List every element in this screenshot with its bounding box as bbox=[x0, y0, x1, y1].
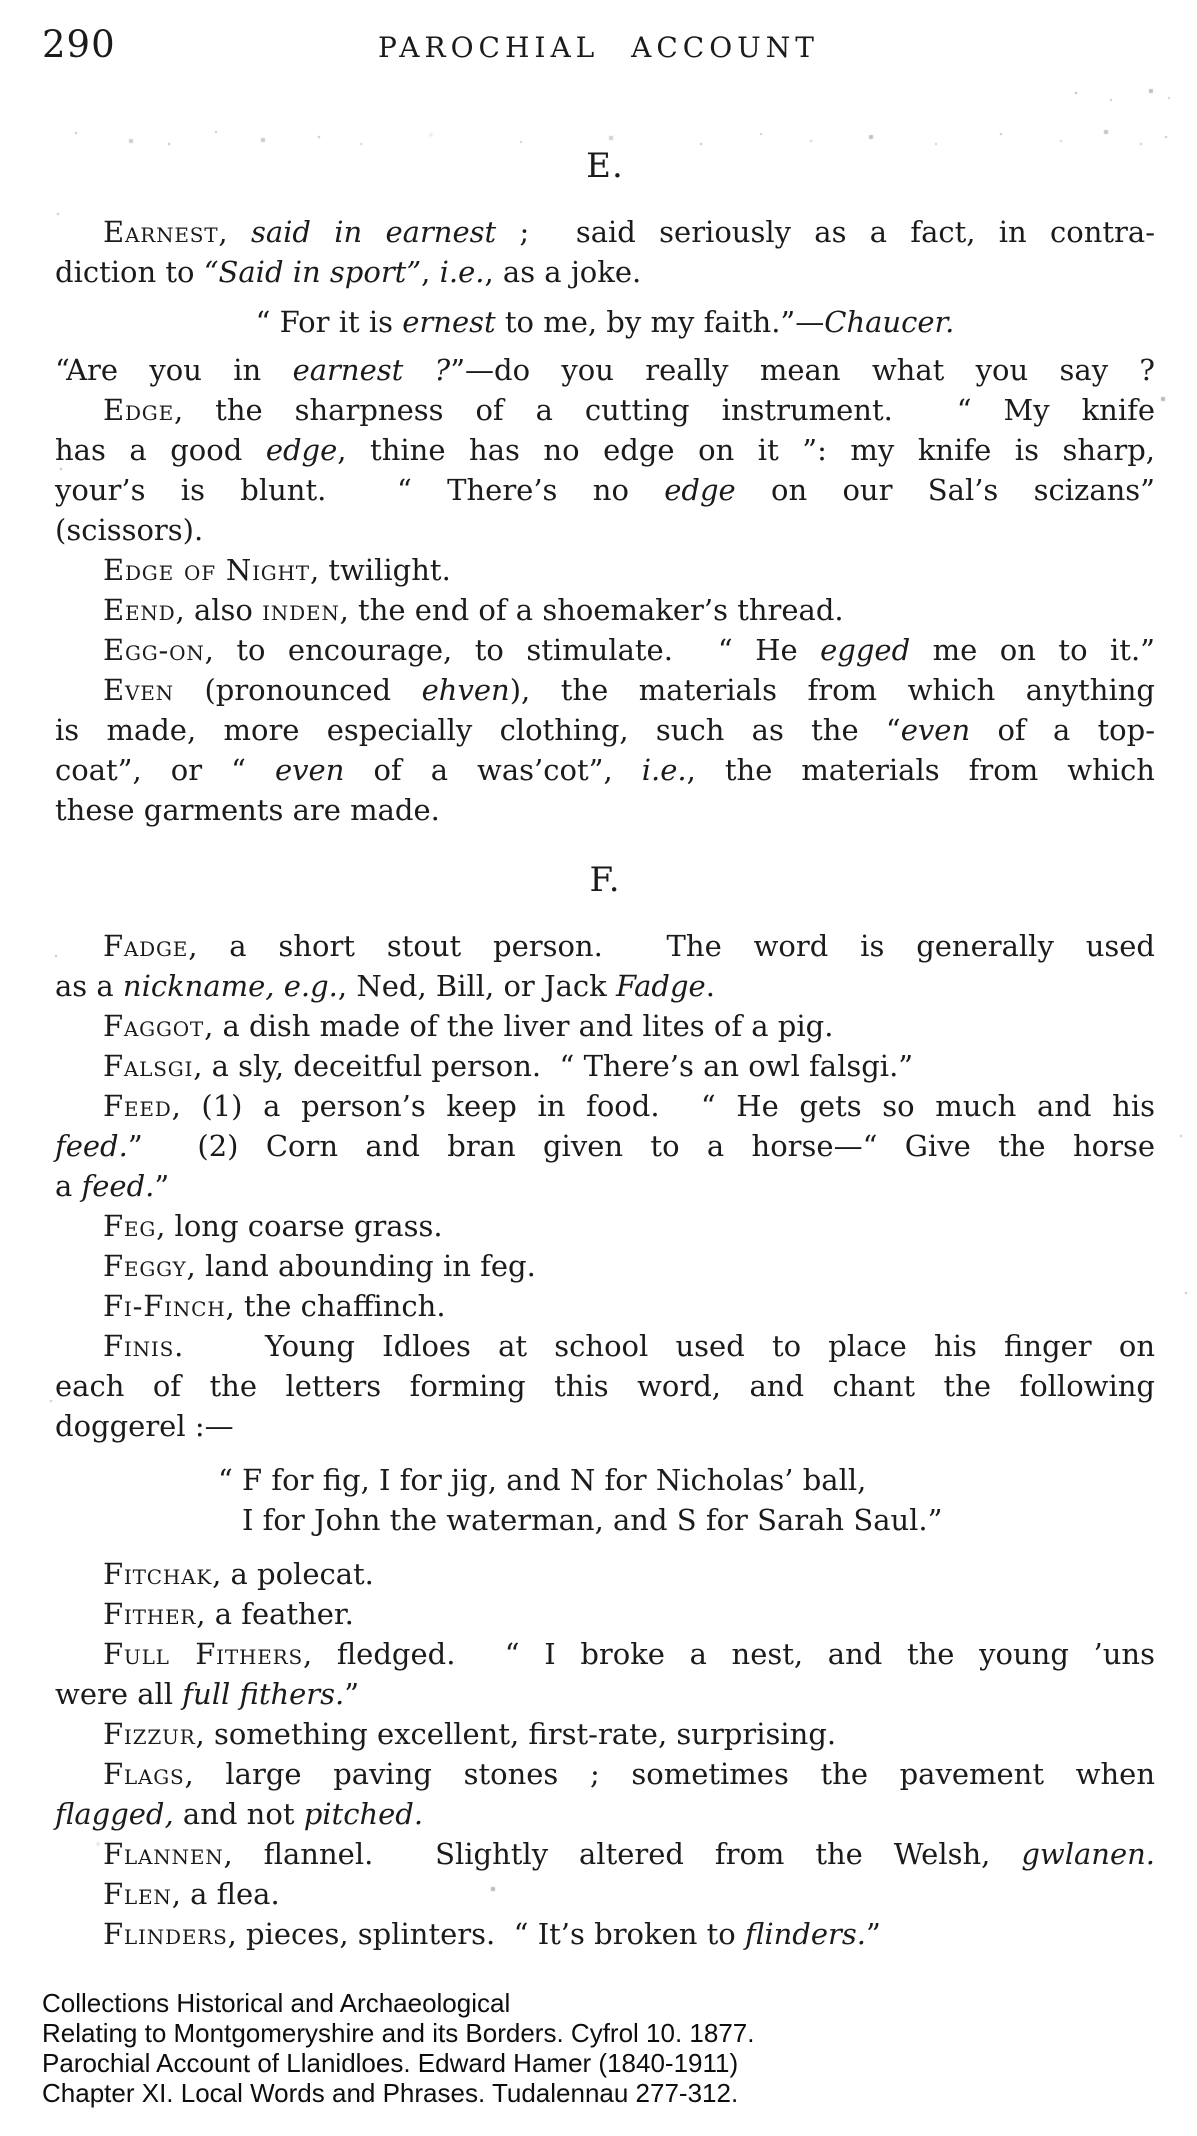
text-line bbox=[55, 1754, 1155, 1794]
text-line bbox=[55, 1594, 1155, 1634]
caption-line: Collections Historical and Archaeological bbox=[42, 1988, 511, 2018]
italic-run: flinders. bbox=[744, 1917, 866, 1951]
text-line bbox=[55, 1246, 1155, 1286]
headword: Edge bbox=[103, 393, 174, 427]
section-e bbox=[55, 146, 1155, 830]
roman-run: were all bbox=[55, 1677, 183, 1711]
headword: Faggot bbox=[103, 1009, 205, 1043]
roman-run: , a flea. bbox=[171, 1877, 280, 1911]
roman-run: , a feather. bbox=[196, 1597, 354, 1631]
text-line bbox=[55, 510, 1155, 550]
text-line bbox=[55, 550, 1155, 590]
text-line bbox=[55, 1914, 1155, 1954]
text-line bbox=[55, 302, 1155, 342]
headword: inden bbox=[262, 593, 340, 627]
source-caption bbox=[42, 1988, 754, 2108]
italic-run: gwlanen. bbox=[1021, 1837, 1155, 1871]
italic-run: earnest ? bbox=[292, 353, 451, 387]
text-line bbox=[55, 1834, 1155, 1874]
headword: Eend bbox=[103, 593, 176, 627]
roman-run: I for John the waterman, and S for Sarah Saul.” bbox=[242, 1503, 943, 1537]
roman-run: of a top- bbox=[970, 713, 1155, 747]
roman-run: , also bbox=[175, 593, 263, 627]
roman-run: , flannel. Slightly altered from the Welsh, bbox=[223, 1837, 1022, 1871]
text-line bbox=[55, 1874, 1155, 1914]
roman-run: as a bbox=[55, 969, 123, 1003]
caption-line: Relating to Montgomeryshire and its Borders. Cyfrol 10. 1877. bbox=[42, 2018, 755, 2048]
headword: Feed bbox=[103, 1089, 172, 1123]
text-line bbox=[55, 212, 1155, 252]
text-line bbox=[55, 710, 1155, 750]
roman-run: me on to it.” bbox=[910, 633, 1155, 667]
text-line bbox=[55, 1086, 1155, 1126]
italic-run: feed. bbox=[55, 1129, 128, 1163]
italic-run: pitched. bbox=[303, 1797, 424, 1831]
italic-run: “Said in sport” bbox=[203, 255, 422, 289]
roman-run: , the sharpness of a cutting instrument. “ My knife bbox=[173, 393, 1155, 427]
roman-run: each of the letters forming this word, and chant the following bbox=[55, 1369, 1155, 1403]
text-line bbox=[55, 1366, 1155, 1406]
roman-run: , large paving stones ; sometimes the pavement when bbox=[184, 1757, 1155, 1791]
roman-run: , thine has no edge on it ”: my knife is sharp, bbox=[337, 433, 1155, 467]
section-heading: E. bbox=[586, 146, 624, 186]
text-line bbox=[55, 750, 1155, 790]
text-line bbox=[55, 1046, 1155, 1086]
italic-run: edge bbox=[265, 433, 338, 467]
text-line bbox=[55, 1166, 1155, 1206]
text-line bbox=[55, 966, 1155, 1006]
italic-run: said in earnest bbox=[250, 215, 497, 249]
text-line bbox=[55, 926, 1155, 966]
italic-run: even bbox=[275, 753, 345, 787]
roman-run: doggerel :— bbox=[55, 1409, 234, 1443]
text-line bbox=[55, 1460, 1155, 1500]
scan-noise bbox=[0, 0, 2, 2]
italic-run: edge bbox=[664, 473, 736, 507]
text-line bbox=[55, 390, 1155, 430]
roman-run: , Ned, Bill, or Jack bbox=[337, 969, 616, 1003]
roman-run: is made, more especially clothing, such as the “ bbox=[55, 713, 901, 747]
headword: Egg-on bbox=[103, 633, 205, 667]
text-line bbox=[55, 670, 1155, 710]
headword: Finis bbox=[103, 1329, 175, 1363]
running-header: PAROCHIAL ACCOUNT bbox=[378, 31, 819, 64]
caption-line: Chapter XI. Local Words and Phrases. Tudalennau 277-312. bbox=[42, 2078, 739, 2108]
roman-run: , the materials from which bbox=[686, 753, 1155, 787]
roman-run: , the end of a shoemaker’s thread. bbox=[339, 593, 844, 627]
roman-run: , something excellent, first-rate, surprising. bbox=[195, 1717, 837, 1751]
roman-run: “ For it is bbox=[255, 305, 403, 339]
text-line bbox=[55, 1206, 1155, 1246]
text-line bbox=[55, 1406, 1155, 1446]
text-line bbox=[55, 470, 1155, 510]
text-line bbox=[55, 790, 1155, 830]
text-line bbox=[55, 252, 1155, 292]
headword: Flags bbox=[103, 1757, 185, 1791]
page-number: 290 bbox=[42, 23, 116, 66]
roman-run: your’s is blunt. “ There’s no bbox=[55, 473, 665, 507]
roman-run: , (1) a person’s keep in food. “ He gets so much and his bbox=[171, 1089, 1155, 1123]
headword: Fither bbox=[103, 1597, 197, 1631]
text-line bbox=[55, 1554, 1155, 1594]
italic-run: full fithers. bbox=[182, 1677, 345, 1711]
section-heading: F. bbox=[589, 860, 621, 900]
roman-run: of a was’cot”, bbox=[344, 753, 642, 787]
text-line bbox=[55, 1326, 1155, 1366]
text-line bbox=[55, 1634, 1155, 1674]
roman-run: to me, by my faith.”— bbox=[495, 305, 825, 339]
headword: Falsgi bbox=[103, 1049, 194, 1083]
dictionary-text bbox=[55, 146, 1155, 1954]
roman-run: ), the materials from which anything bbox=[509, 673, 1155, 707]
roman-run: ” bbox=[344, 1677, 360, 1711]
headword: Fizzur bbox=[103, 1717, 196, 1751]
italic-run: Chaucer. bbox=[824, 305, 955, 339]
roman-run: has a good bbox=[55, 433, 266, 467]
roman-run: , pieces, splinters. “ It’s broken to bbox=[227, 1917, 745, 1951]
italic-run: Fadge bbox=[615, 969, 706, 1003]
text-line bbox=[55, 590, 1155, 630]
roman-run: , twilight. bbox=[309, 553, 451, 587]
roman-run: , a polecat. bbox=[212, 1557, 374, 1591]
section-f bbox=[55, 860, 1155, 1954]
headword: Feg bbox=[103, 1209, 157, 1243]
roman-run: , to encourage, to stimulate. “ He bbox=[204, 633, 821, 667]
headword: Earnest bbox=[103, 215, 219, 249]
roman-run: ” (2) Corn and bran given to a horse—“ Give the horse bbox=[127, 1129, 1155, 1163]
headword: Flannen bbox=[103, 1837, 224, 1871]
roman-run: , as a joke. bbox=[484, 255, 642, 289]
text-line bbox=[55, 1714, 1155, 1754]
italic-run: i.e. bbox=[439, 255, 485, 289]
roman-run: , the chaffinch. bbox=[225, 1289, 446, 1323]
headword: Fitchak bbox=[103, 1557, 213, 1591]
roman-run: a bbox=[55, 1169, 82, 1203]
text-line bbox=[55, 1500, 1155, 1540]
italic-run: i.e. bbox=[641, 753, 687, 787]
headword: Feggy bbox=[103, 1249, 187, 1283]
italic-run: nickname, e.g. bbox=[122, 969, 338, 1003]
italic-run: flagged, bbox=[55, 1797, 174, 1831]
roman-run: , a dish made of the liver and lites of a pig. bbox=[204, 1009, 834, 1043]
italic-run: feed. bbox=[81, 1169, 155, 1203]
italic-run: ehven bbox=[421, 673, 510, 707]
roman-run: diction to bbox=[55, 255, 204, 289]
text-line bbox=[55, 1794, 1155, 1834]
headword: Fi-Finch bbox=[103, 1289, 226, 1323]
headword: Edge of Night bbox=[103, 553, 310, 587]
text-line bbox=[55, 430, 1155, 470]
italic-run: ernest bbox=[402, 305, 496, 339]
roman-run: on our Sal’s scizans” bbox=[735, 473, 1155, 507]
text-line bbox=[55, 1126, 1155, 1166]
roman-run: , a sly, deceitful person. “ There’s an owl falsgi.” bbox=[193, 1049, 914, 1083]
text-line bbox=[55, 1286, 1155, 1326]
roman-run: , a short stout person. The word is generally used bbox=[188, 929, 1155, 963]
roman-run: (scissors). bbox=[55, 513, 204, 547]
roman-run: ”—do you really mean what you say ? bbox=[450, 353, 1155, 387]
text-line bbox=[55, 1674, 1155, 1714]
roman-run: , long coarse grass. bbox=[156, 1209, 443, 1243]
italic-run: even bbox=[900, 713, 971, 747]
headword: Flen bbox=[103, 1877, 172, 1911]
roman-run: “ F for fig, I for jig, and N for Nicholas’ ball, bbox=[218, 1463, 867, 1497]
roman-run: , bbox=[218, 215, 251, 249]
caption-line: Parochial Account of Llanidloes. Edward Hamer (1840-1911) bbox=[42, 2048, 739, 2078]
text-line bbox=[55, 1006, 1155, 1046]
text-line bbox=[55, 350, 1155, 390]
roman-run: (pronounced bbox=[173, 673, 422, 707]
roman-run: and not bbox=[173, 1797, 304, 1831]
headword: Flinders bbox=[103, 1917, 228, 1951]
roman-run: , fledged. “ I broke a nest, and the young ’uns bbox=[302, 1637, 1155, 1671]
roman-run: . Young Idloes at school used to place his finger on bbox=[174, 1329, 1155, 1363]
roman-run: . bbox=[705, 969, 715, 1003]
roman-run: , bbox=[421, 255, 440, 289]
roman-run: coat”, or “ bbox=[55, 753, 276, 787]
roman-run: these garments are made. bbox=[55, 793, 440, 827]
italic-run: egged bbox=[820, 633, 911, 667]
roman-run: ” bbox=[865, 1917, 881, 1951]
roman-run: ; said seriously as a fact, in contra- bbox=[496, 215, 1156, 249]
roman-run: , land abounding in feg. bbox=[186, 1249, 536, 1283]
roman-run: “Are you in bbox=[55, 353, 293, 387]
roman-run: ” bbox=[154, 1169, 170, 1203]
text-line bbox=[55, 630, 1155, 670]
headword: Even bbox=[103, 673, 174, 707]
headword: Fadge bbox=[103, 929, 189, 963]
headword: Full Fithers bbox=[103, 1637, 303, 1671]
